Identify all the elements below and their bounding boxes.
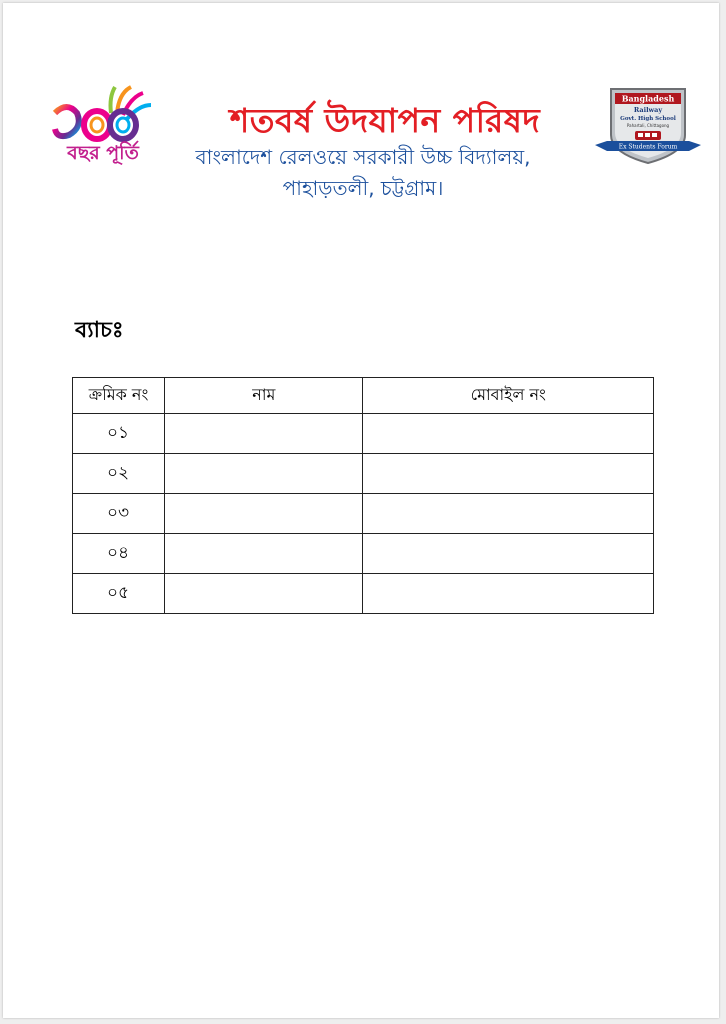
name-cell[interactable]: [165, 534, 363, 574]
centenary-logo-caption: বছর পূর্তি: [67, 142, 139, 164]
name-cell[interactable]: [165, 574, 363, 614]
header-serial-number: ক্রমিক নং: [73, 378, 165, 414]
organization-title: শতবর্ষ উদযাপন পরিষদ: [229, 101, 541, 140]
name-cell[interactable]: [165, 414, 363, 454]
member-roster-table: [72, 377, 654, 614]
mobile-cell[interactable]: [363, 454, 654, 494]
table-row: [73, 414, 654, 454]
badge-ribbon: Ex Students Forum: [618, 143, 678, 151]
header-mobile-number: মোবাইল নং: [363, 378, 654, 414]
batch-label: ব্যাচঃ: [75, 318, 124, 343]
name-cell[interactable]: [165, 454, 363, 494]
badge-line3: Govt. High School: [620, 116, 676, 122]
table-row: [73, 574, 654, 614]
badge-line2: Railway: [633, 106, 663, 114]
mobile-cell[interactable]: [363, 534, 654, 574]
badge-line4: Pahartali, Chittagong: [626, 123, 670, 128]
mobile-cell[interactable]: [363, 494, 654, 534]
serial-cell: ০১: [73, 414, 165, 454]
serial-cell: ০৫: [73, 574, 165, 614]
mobile-cell[interactable]: [363, 414, 654, 454]
serial-cell: ০২: [73, 454, 165, 494]
serial-cell: ০৪: [73, 534, 165, 574]
school-name-line2: পাহাড়তলী, চট্টগ্রাম।: [282, 176, 444, 200]
badge-line1: Bangladesh: [621, 93, 675, 104]
table-header-row: [73, 378, 654, 414]
table-row: [73, 534, 654, 574]
table-row: [73, 494, 654, 534]
serial-cell: ০৩: [73, 494, 165, 534]
table-row: [73, 454, 654, 494]
name-cell[interactable]: [165, 494, 363, 534]
header-name: নাম: [165, 378, 363, 414]
school-badge-logo: [593, 87, 703, 165]
mobile-cell[interactable]: [363, 574, 654, 614]
school-name-line1: বাংলাদেশ রেলওয়ে সরকারী উচ্চ বিদ্যালয়,: [195, 145, 531, 169]
